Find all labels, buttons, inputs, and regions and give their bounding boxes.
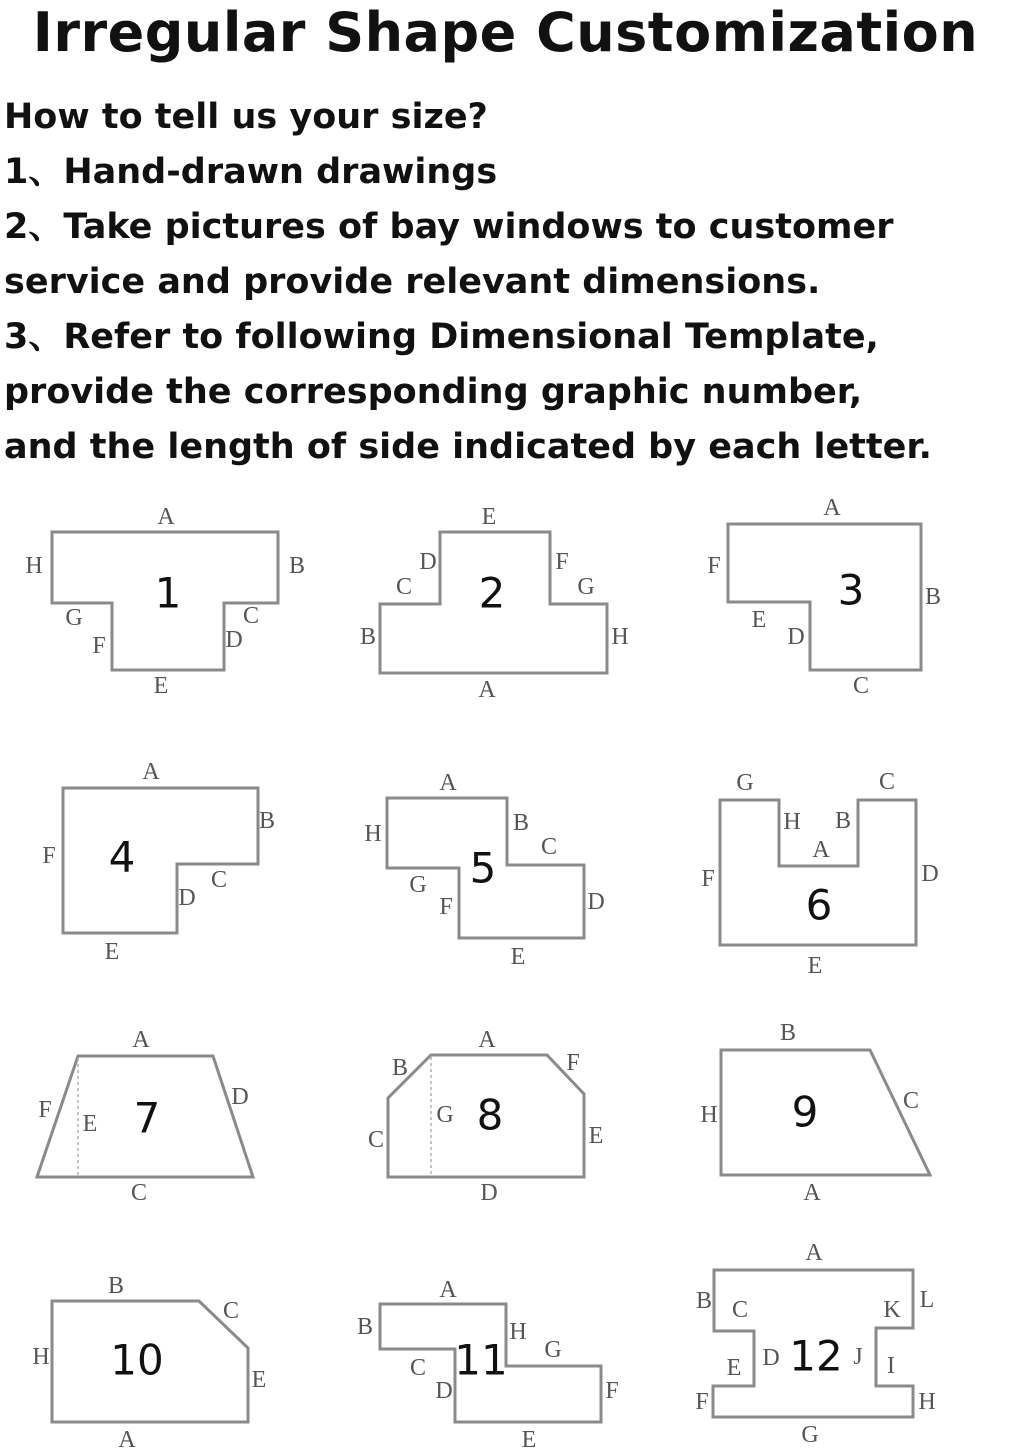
- template-1-label-f: F: [92, 633, 106, 659]
- template-4-label-f: F: [42, 843, 56, 869]
- template-12: [695, 1240, 935, 1448]
- template-1: [25, 504, 305, 699]
- template-11: [357, 1277, 619, 1453]
- template-7-label-d: D: [231, 1084, 249, 1110]
- template-7: [37, 1027, 253, 1206]
- template-7-label-f: F: [38, 1097, 52, 1123]
- template-8-label-d: D: [480, 1180, 498, 1206]
- template-10-label-a: A: [118, 1427, 136, 1453]
- template-4-label-c: C: [210, 867, 228, 893]
- instructions-question: How to tell us your size?: [4, 97, 488, 137]
- instructions-step-3-line-3: and the length of side indicated by each letter.: [4, 427, 932, 467]
- template-5-label-e: E: [510, 944, 526, 970]
- template-3-label-a: A: [823, 495, 841, 521]
- template-12-number: 12: [789, 1331, 843, 1381]
- template-4-label-b: B: [258, 808, 276, 834]
- template-12-label-b: B: [695, 1288, 713, 1314]
- template-1-label-d: D: [225, 627, 243, 653]
- instructions-step-3-line-1: 3、Refer to following Dimensional Template,: [4, 317, 879, 357]
- template-5-label-g: G: [409, 872, 427, 898]
- template-3-label-f: F: [707, 553, 721, 579]
- template-12-label-j: J: [853, 1344, 863, 1370]
- template-2: [360, 504, 629, 703]
- template-2-number: 2: [478, 568, 506, 618]
- template-10-label-b: B: [107, 1273, 125, 1299]
- template-12-label-h: H: [918, 1389, 936, 1415]
- template-7-label-a: A: [132, 1027, 150, 1053]
- template-6-label-b: B: [834, 808, 852, 834]
- template-6-label-c: C: [878, 769, 896, 795]
- template-1-label-c: C: [242, 603, 260, 629]
- template-6-label-a: A: [812, 837, 830, 863]
- template-5-label-c: C: [540, 834, 558, 860]
- template-2-label-d: D: [419, 549, 437, 575]
- template-2-label-a: A: [478, 677, 496, 703]
- template-10-label-e: E: [251, 1367, 267, 1393]
- template-6-label-f: F: [701, 866, 715, 892]
- template-8-number: 8: [476, 1090, 504, 1140]
- template-11-label-d: D: [435, 1378, 453, 1404]
- template-1-number: 1: [154, 568, 182, 618]
- template-8-label-a: A: [478, 1027, 496, 1053]
- template-5-label-h: H: [364, 821, 382, 847]
- template-10-number: 10: [110, 1335, 164, 1385]
- template-5-label-d: D: [587, 889, 605, 915]
- template-8-label-b: B: [391, 1055, 409, 1081]
- template-2-label-f: F: [555, 549, 569, 575]
- template-10: [32, 1273, 266, 1453]
- template-7-label-c: C: [130, 1180, 148, 1206]
- template-12-label-c: C: [731, 1297, 749, 1323]
- template-10-label-c: C: [222, 1298, 240, 1324]
- template-7-number: 7: [133, 1093, 161, 1143]
- template-12-label-i: I: [887, 1353, 895, 1379]
- template-9-label-h: H: [700, 1102, 718, 1128]
- template-4-label-a: A: [142, 759, 160, 785]
- template-1-label-e: E: [153, 673, 169, 699]
- template-11-label-g: G: [544, 1337, 562, 1363]
- template-12-label-f: F: [695, 1389, 709, 1415]
- instructions-step-3-line-2: provide the corresponding graphic number,: [4, 372, 863, 412]
- template-12-label-a: A: [805, 1240, 823, 1266]
- template-6-label-h: H: [783, 809, 801, 835]
- template-2-label-e: E: [481, 504, 497, 530]
- template-4-label-e: E: [104, 939, 120, 965]
- template-3-label-c: C: [852, 673, 870, 699]
- page-title: Irregular Shape Customization: [32, 1, 979, 64]
- template-1-label-h: H: [25, 553, 43, 579]
- template-4-number: 4: [108, 832, 136, 882]
- template-10-label-h: H: [32, 1344, 50, 1370]
- template-1-label-g: G: [65, 605, 83, 631]
- template-6-number: 6: [805, 880, 833, 930]
- template-9-outline: [721, 1050, 930, 1175]
- template-12-label-g: G: [801, 1422, 819, 1448]
- template-5-label-a: A: [439, 770, 457, 796]
- instructions-step-2-line-2: service and provide relevant dimensions.: [4, 262, 821, 302]
- template-1-label-b: B: [288, 553, 306, 579]
- instructions-step-2-line-1: 2、Take pictures of bay windows to customer: [4, 207, 894, 247]
- template-11-label-f: F: [605, 1378, 619, 1404]
- template-3-label-b: B: [924, 584, 942, 610]
- instructions-step-1: 1、Hand-drawn drawings: [4, 152, 498, 192]
- template-8-label-g: G: [436, 1102, 454, 1128]
- template-11-label-h: H: [509, 1319, 527, 1345]
- template-11-label-e: E: [521, 1427, 537, 1453]
- template-9-label-b: B: [779, 1020, 797, 1046]
- template-12-label-d: D: [762, 1345, 780, 1371]
- template-7-label-e: E: [82, 1111, 98, 1137]
- template-5-label-b: B: [512, 810, 530, 836]
- template-3-outline: [728, 524, 921, 670]
- template-9: [700, 1020, 930, 1206]
- template-9-label-a: A: [803, 1180, 821, 1206]
- template-11-number: 11: [454, 1335, 508, 1385]
- template-4: [42, 759, 275, 965]
- template-5-number: 5: [469, 843, 497, 893]
- template-12-label-e: E: [726, 1355, 742, 1381]
- template-5: [364, 770, 604, 970]
- template-12-label-k: K: [883, 1297, 901, 1323]
- template-8: [368, 1027, 603, 1206]
- template-6-label-e: E: [807, 953, 823, 979]
- template-11-label-a: A: [439, 1277, 457, 1303]
- template-2-label-g: G: [577, 574, 595, 600]
- template-3-label-e: E: [751, 607, 767, 633]
- template-1-label-a: A: [157, 504, 175, 530]
- template-6: [701, 769, 938, 979]
- template-6-label-g: G: [736, 770, 754, 796]
- template-3-number: 3: [837, 565, 865, 615]
- template-12-label-l: L: [919, 1287, 935, 1313]
- template-8-label-c: C: [367, 1127, 385, 1153]
- template-2-label-b: B: [359, 624, 377, 650]
- template-4-outline: [63, 788, 258, 933]
- template-3-label-d: D: [787, 624, 805, 650]
- template-11-label-b: B: [356, 1314, 374, 1340]
- template-8-label-e: E: [588, 1123, 604, 1149]
- template-6-label-d: D: [921, 861, 939, 887]
- template-9-label-c: C: [902, 1088, 920, 1114]
- template-3: [707, 495, 941, 699]
- template-4-label-d: D: [178, 885, 196, 911]
- template-2-label-h: H: [611, 624, 629, 650]
- template-2-label-c: C: [395, 574, 413, 600]
- template-8-label-f: F: [566, 1050, 580, 1076]
- template-5-label-f: F: [439, 894, 453, 920]
- template-9-number: 9: [791, 1087, 819, 1137]
- template-11-label-c: C: [409, 1355, 427, 1381]
